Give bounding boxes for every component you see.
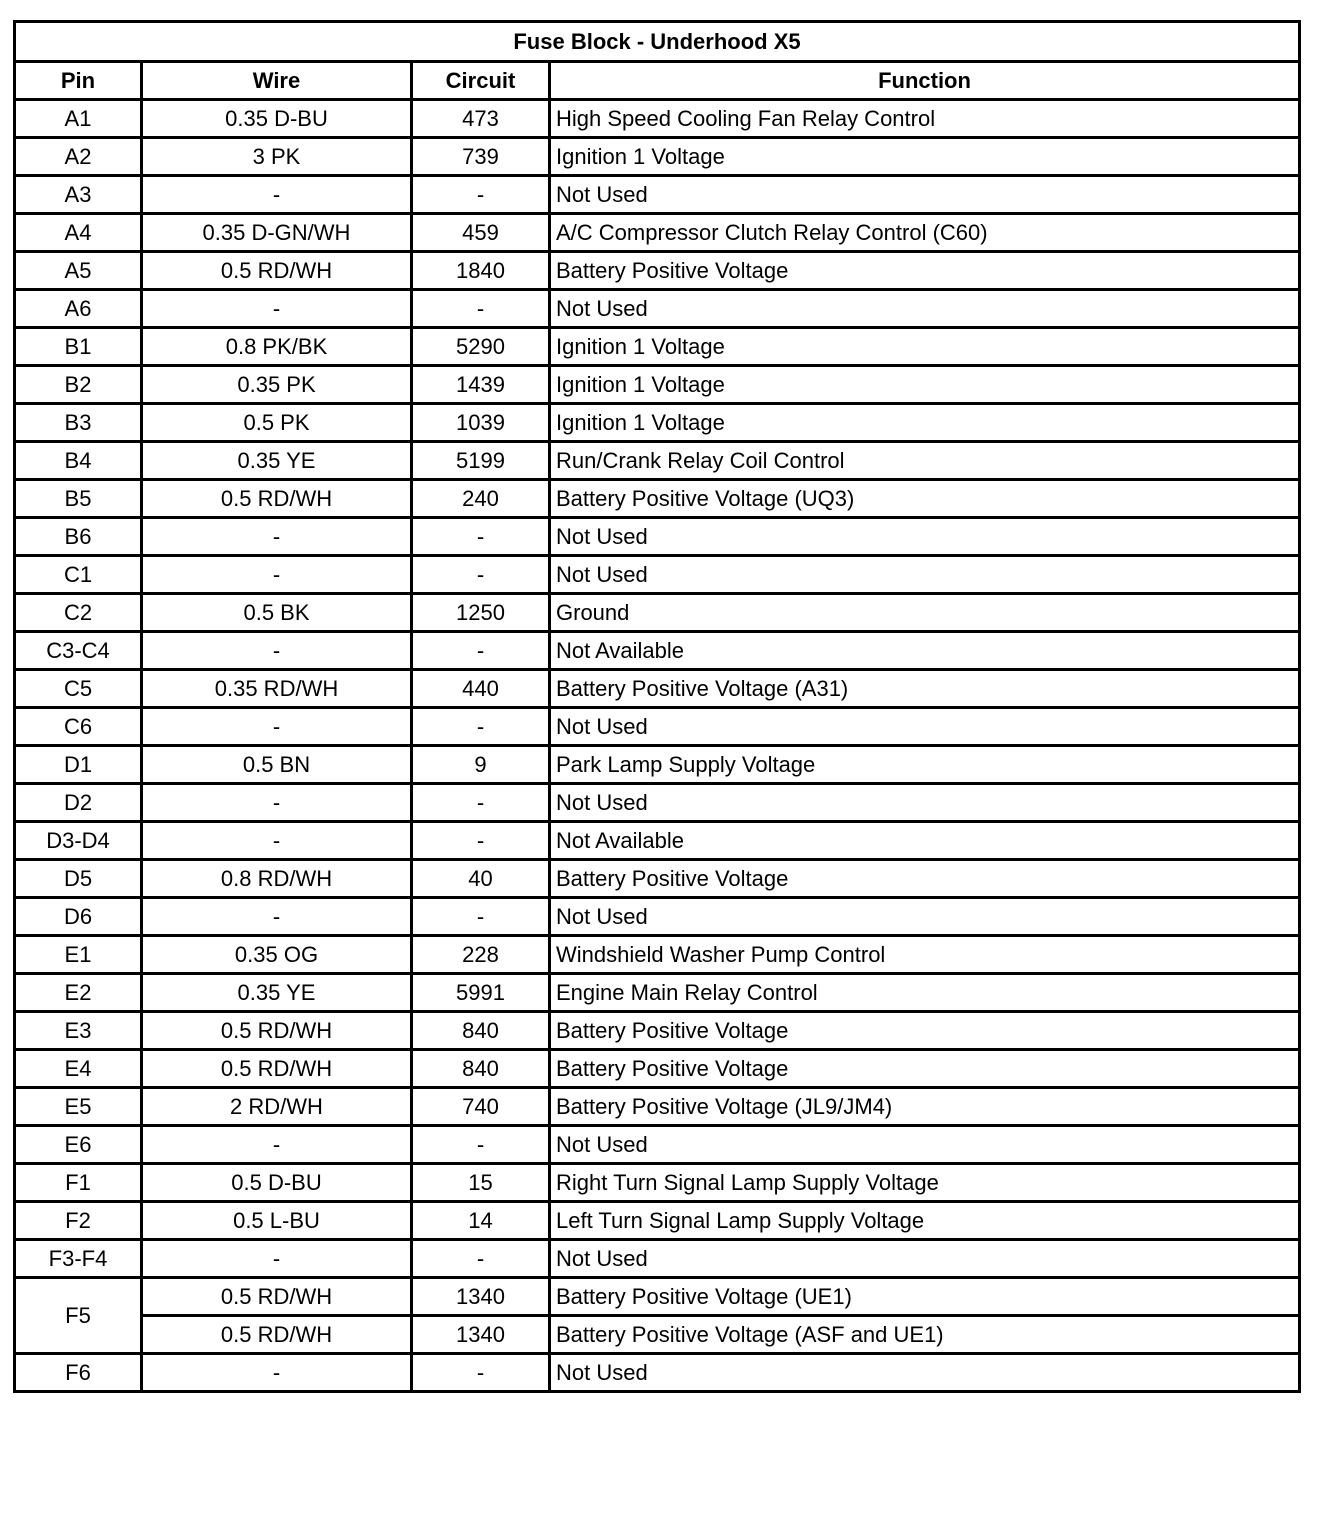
circuit-cell: 473 [412,100,550,138]
circuit-cell: 15 [412,1164,550,1202]
header-function: Function [550,62,1300,100]
function-cell: A/C Compressor Clutch Relay Control (C60) [550,214,1300,252]
table-row [15,746,1300,784]
circuit-cell: - [412,822,550,860]
wire-cell: 0.35 D-BU [142,100,412,138]
table-title: Fuse Block - Underhood X5 [15,22,1300,62]
circuit-cell: - [412,290,550,328]
wire-cell: 0.5 BN [142,746,412,784]
wire-cell: 3 PK [142,138,412,176]
pin-cell: A3 [15,176,142,214]
function-cell: Windshield Washer Pump Control [550,936,1300,974]
wire-cell: - [142,556,412,594]
pin-cell: F2 [15,1202,142,1240]
pin-cell: F5 [15,1278,142,1354]
function-cell: Ignition 1 Voltage [550,366,1300,404]
pin-cell: D6 [15,898,142,936]
wire-cell: - [142,708,412,746]
function-cell: Park Lamp Supply Voltage [550,746,1300,784]
wire-cell: - [142,176,412,214]
function-cell: Ignition 1 Voltage [550,404,1300,442]
circuit-cell: 1340 [412,1278,550,1316]
fuse-block-table [13,20,1301,1393]
pin-cell: C5 [15,670,142,708]
pin-cell: B4 [15,442,142,480]
wire-cell: 0.35 YE [142,974,412,1012]
wire-cell: - [142,518,412,556]
pin-cell: E3 [15,1012,142,1050]
circuit-cell: 1439 [412,366,550,404]
circuit-cell: 228 [412,936,550,974]
pin-cell: A1 [15,100,142,138]
circuit-cell: 1250 [412,594,550,632]
pin-cell: B6 [15,518,142,556]
wire-cell: 0.5 L-BU [142,1202,412,1240]
wire-cell: 0.5 RD/WH [142,1278,412,1316]
table-row [15,632,1300,670]
function-cell: Not Used [550,784,1300,822]
circuit-cell: - [412,556,550,594]
table-row [15,784,1300,822]
pin-cell: C6 [15,708,142,746]
circuit-cell: 840 [412,1050,550,1088]
wire-cell: 0.5 RD/WH [142,252,412,290]
wire-cell: 0.8 RD/WH [142,860,412,898]
circuit-cell: - [412,708,550,746]
pin-cell: C3-C4 [15,632,142,670]
table-row [15,290,1300,328]
pin-cell: A6 [15,290,142,328]
circuit-cell: 5199 [412,442,550,480]
circuit-cell: - [412,176,550,214]
function-cell: High Speed Cooling Fan Relay Control [550,100,1300,138]
circuit-cell: 440 [412,670,550,708]
table-row [15,670,1300,708]
wire-cell: 0.35 RD/WH [142,670,412,708]
wire-cell: 0.5 RD/WH [142,1012,412,1050]
table-title-row [15,22,1300,62]
function-cell: Not Available [550,632,1300,670]
function-cell: Battery Positive Voltage [550,1012,1300,1050]
wire-cell: - [142,290,412,328]
pin-cell: E1 [15,936,142,974]
table-row [15,860,1300,898]
table-row [15,1278,1300,1316]
table-row [15,708,1300,746]
function-cell: Not Used [550,898,1300,936]
pin-cell: B3 [15,404,142,442]
table-row [15,404,1300,442]
function-cell: Battery Positive Voltage [550,860,1300,898]
pin-cell: B5 [15,480,142,518]
circuit-cell: 1039 [412,404,550,442]
wire-cell: - [142,1354,412,1392]
table-header-row [15,62,1300,100]
circuit-cell: - [412,784,550,822]
pin-cell: A4 [15,214,142,252]
table-row [15,442,1300,480]
wire-cell: - [142,1126,412,1164]
pin-cell: B1 [15,328,142,366]
function-cell: Battery Positive Voltage (ASF and UE1) [550,1316,1300,1354]
circuit-cell: - [412,898,550,936]
circuit-cell: 459 [412,214,550,252]
pin-cell: D2 [15,784,142,822]
pin-cell: E5 [15,1088,142,1126]
wire-cell: 0.5 RD/WH [142,480,412,518]
function-cell: Not Used [550,518,1300,556]
pin-cell: F3-F4 [15,1240,142,1278]
function-cell: Engine Main Relay Control [550,974,1300,1012]
header-circuit: Circuit [412,62,550,100]
table-row [15,822,1300,860]
wire-cell: 0.5 PK [142,404,412,442]
function-cell: Not Used [550,290,1300,328]
circuit-cell: - [412,1126,550,1164]
circuit-cell: 5290 [412,328,550,366]
wire-cell: 0.8 PK/BK [142,328,412,366]
pin-cell: F6 [15,1354,142,1392]
table-row [15,100,1300,138]
table-row [15,138,1300,176]
wire-cell: - [142,1240,412,1278]
function-cell: Not Used [550,556,1300,594]
function-cell: Ignition 1 Voltage [550,138,1300,176]
wire-cell: 0.5 RD/WH [142,1050,412,1088]
circuit-cell: 40 [412,860,550,898]
function-cell: Battery Positive Voltage [550,252,1300,290]
table-row [15,898,1300,936]
function-cell: Not Available [550,822,1300,860]
header-wire: Wire [142,62,412,100]
circuit-cell: - [412,1354,550,1392]
table-row [15,518,1300,556]
table-row [15,366,1300,404]
function-cell: Battery Positive Voltage (UQ3) [550,480,1300,518]
pin-cell: F1 [15,1164,142,1202]
table-row [15,1354,1300,1392]
pin-cell: E6 [15,1126,142,1164]
pin-cell: C1 [15,556,142,594]
function-cell: Not Used [550,708,1300,746]
circuit-cell: 1840 [412,252,550,290]
function-cell: Not Used [550,1126,1300,1164]
function-cell: Ignition 1 Voltage [550,328,1300,366]
table-row [15,328,1300,366]
wire-cell: 0.5 BK [142,594,412,632]
wire-cell: - [142,898,412,936]
circuit-cell: 9 [412,746,550,784]
wire-cell: 0.5 RD/WH [142,1316,412,1354]
function-cell: Run/Crank Relay Coil Control [550,442,1300,480]
pin-cell: D3-D4 [15,822,142,860]
wire-cell: 0.35 YE [142,442,412,480]
wire-cell: 0.35 PK [142,366,412,404]
circuit-cell: 14 [412,1202,550,1240]
function-cell: Battery Positive Voltage [550,1050,1300,1088]
circuit-cell: 739 [412,138,550,176]
circuit-cell: 740 [412,1088,550,1126]
function-cell: Battery Positive Voltage (JL9/JM4) [550,1088,1300,1126]
function-cell: Not Used [550,176,1300,214]
table-row [15,1050,1300,1088]
function-cell: Battery Positive Voltage (UE1) [550,1278,1300,1316]
wire-cell: - [142,632,412,670]
circuit-cell: 1340 [412,1316,550,1354]
function-cell: Battery Positive Voltage (A31) [550,670,1300,708]
table-row [15,176,1300,214]
circuit-cell: - [412,1240,550,1278]
table-row [15,594,1300,632]
table-row [15,556,1300,594]
pin-cell: A5 [15,252,142,290]
circuit-cell: 240 [412,480,550,518]
circuit-cell: - [412,632,550,670]
function-cell: Left Turn Signal Lamp Supply Voltage [550,1202,1300,1240]
wire-cell: 0.35 OG [142,936,412,974]
pin-cell: D5 [15,860,142,898]
wire-cell: 2 RD/WH [142,1088,412,1126]
table-body [15,100,1300,1392]
function-cell: Right Turn Signal Lamp Supply Voltage [550,1164,1300,1202]
wire-cell: - [142,784,412,822]
pin-cell: C2 [15,594,142,632]
pin-cell: A2 [15,138,142,176]
table-row [15,214,1300,252]
circuit-cell: - [412,518,550,556]
function-cell: Not Used [550,1354,1300,1392]
table-row [15,252,1300,290]
circuit-cell: 5991 [412,974,550,1012]
pin-cell: E4 [15,1050,142,1088]
header-pin: Pin [15,62,142,100]
pin-cell: E2 [15,974,142,1012]
table-row [15,1126,1300,1164]
pin-cell: D1 [15,746,142,784]
wire-cell: 0.5 D-BU [142,1164,412,1202]
table-row [15,936,1300,974]
table-row [15,480,1300,518]
table-row [15,1088,1300,1126]
circuit-cell: 840 [412,1012,550,1050]
function-cell: Not Used [550,1240,1300,1278]
table-row [15,974,1300,1012]
pin-cell: B2 [15,366,142,404]
table-row [15,1240,1300,1278]
table-row [15,1012,1300,1050]
table-row [15,1316,1300,1354]
table-row [15,1164,1300,1202]
table-row [15,1202,1300,1240]
function-cell: Ground [550,594,1300,632]
wire-cell: - [142,822,412,860]
wire-cell: 0.35 D-GN/WH [142,214,412,252]
